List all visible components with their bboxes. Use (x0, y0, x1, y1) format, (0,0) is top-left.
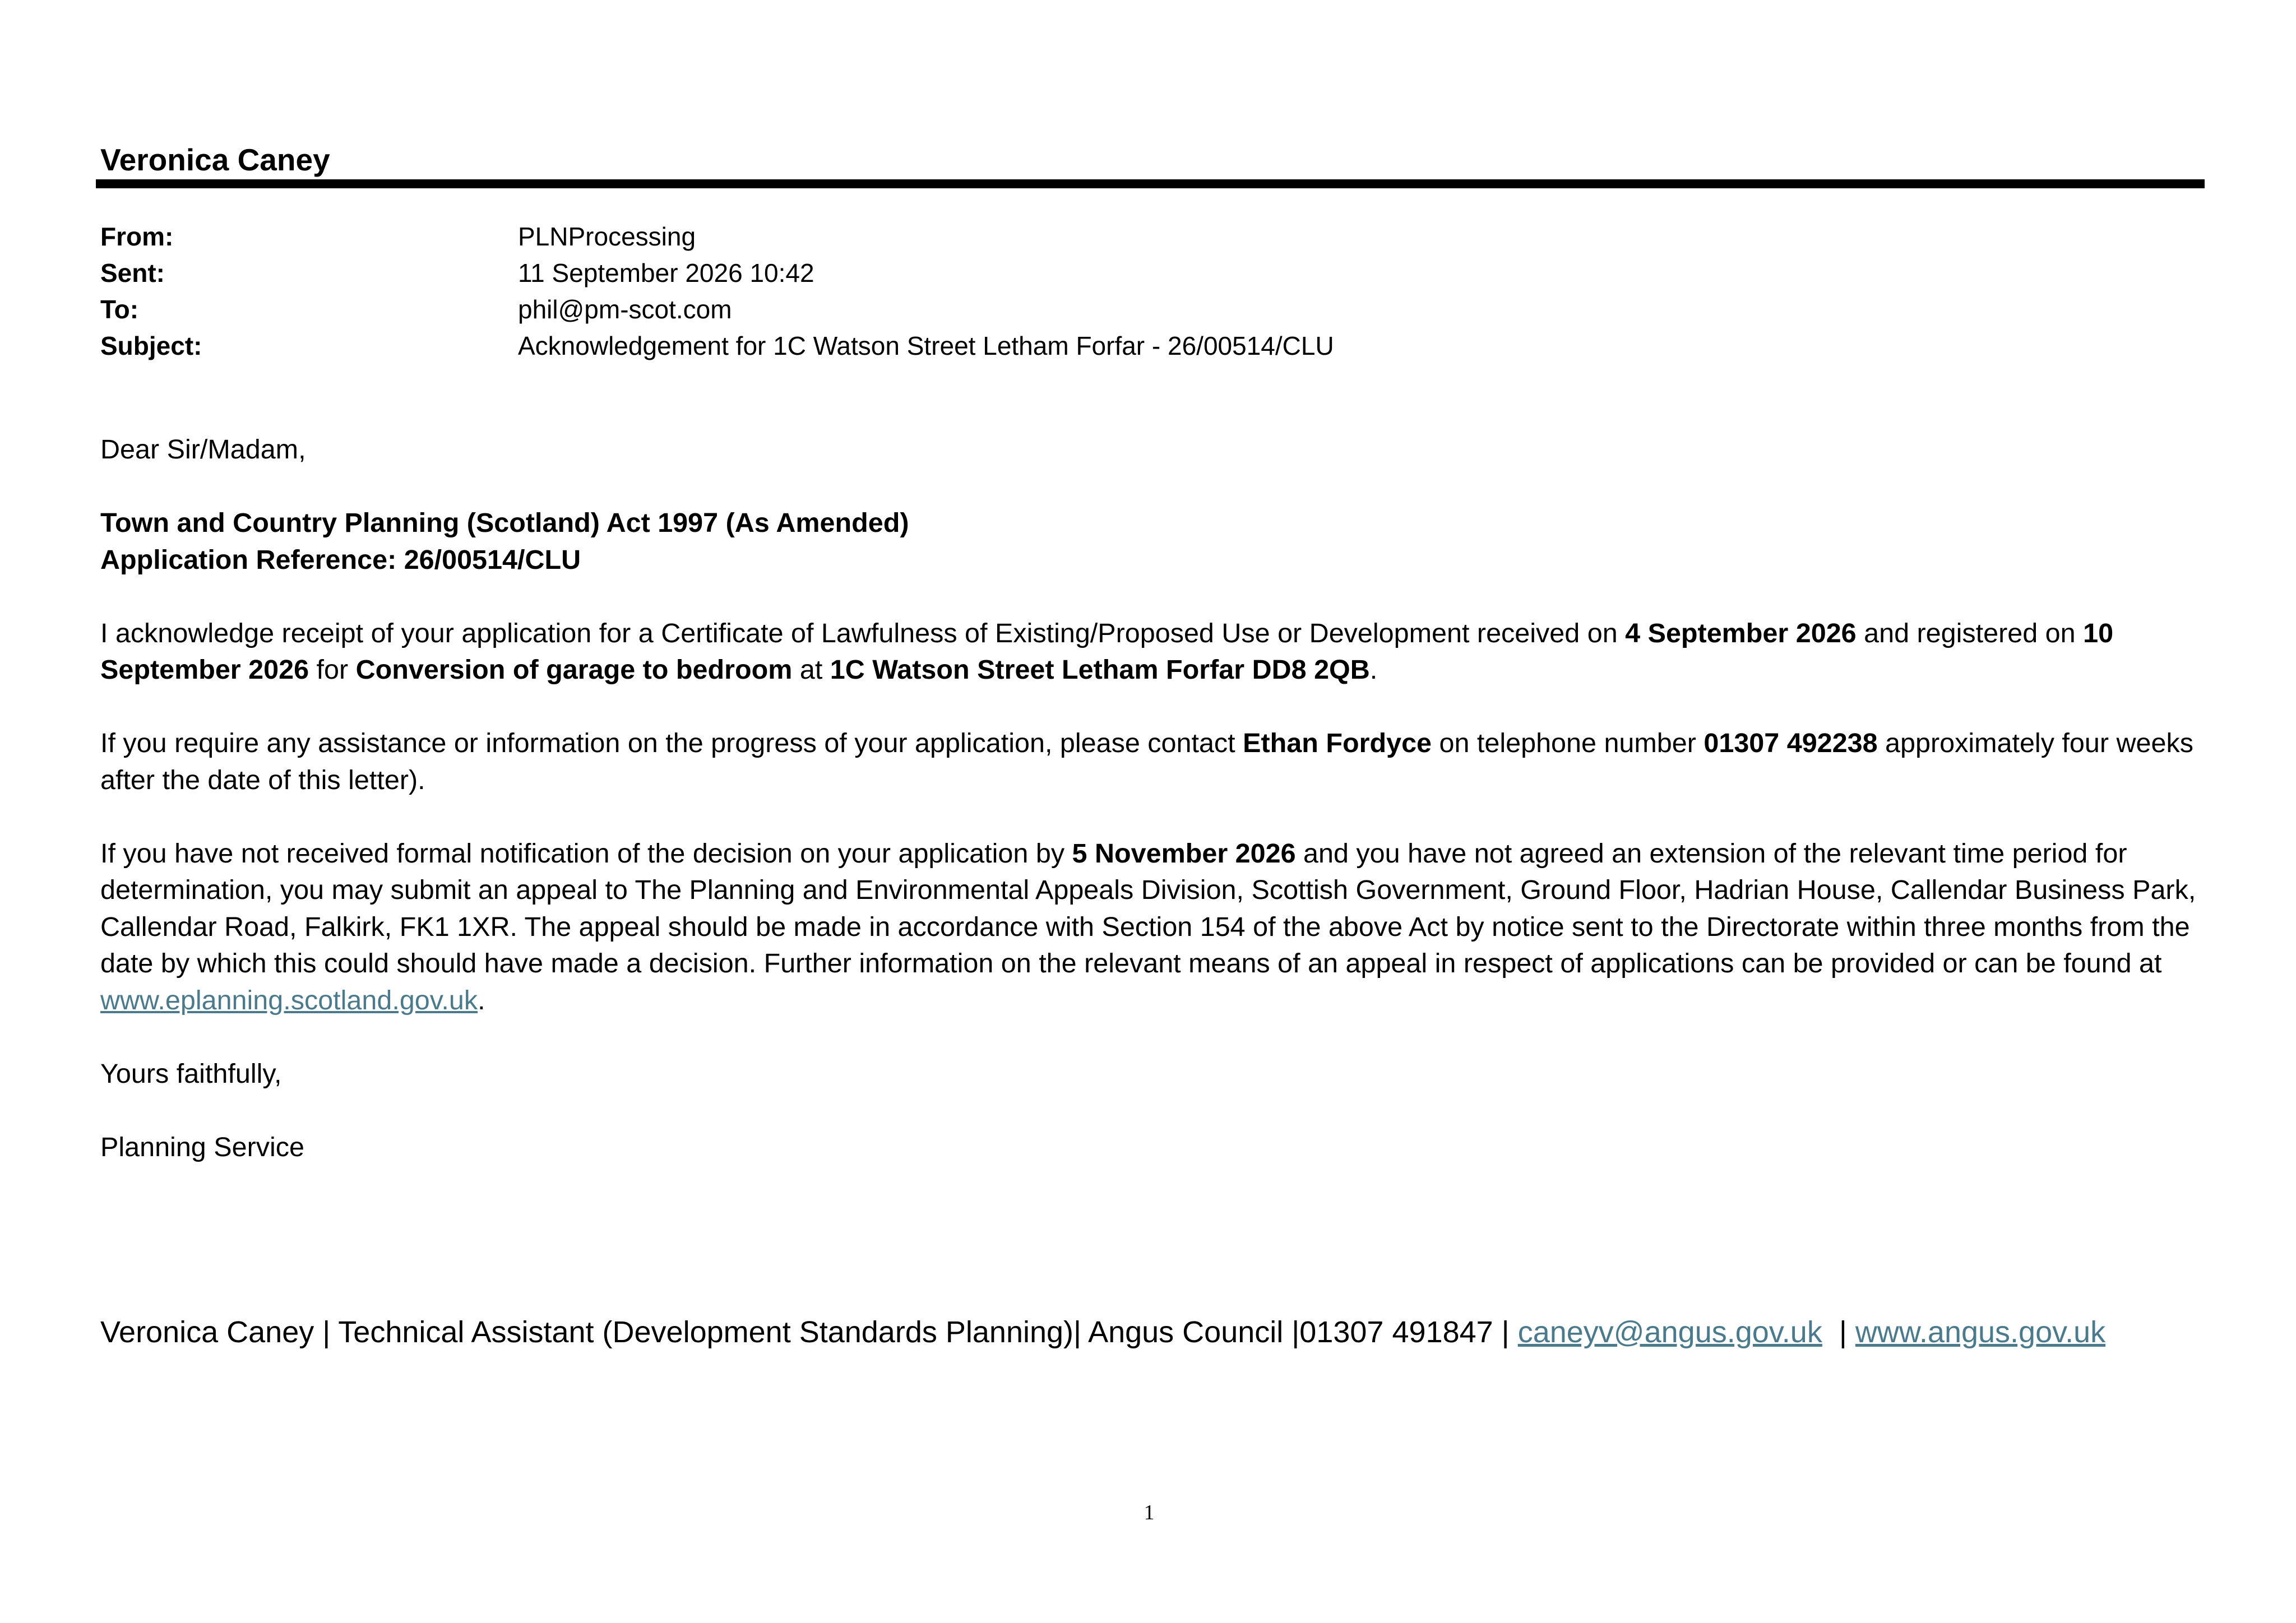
subject-value: Acknowledgement for 1C Watson Street Letham Forfar - 26/00514/CLU (518, 331, 1334, 360)
contact-phone: 01307 492238 (1704, 728, 1878, 758)
sent-row (100, 255, 2174, 291)
sender-name: Planning Service (100, 1132, 304, 1162)
act-heading: Town and Country Planning (Scotland) Act 1997 (As Amended) (100, 508, 909, 538)
email-headers (100, 219, 2174, 364)
to-row (100, 291, 2174, 328)
para1-text-5: . (1369, 655, 1378, 685)
email-body (100, 432, 2208, 1203)
para2-text-1: If you require any assistance or information on the progress of your application, please contact (100, 728, 1243, 758)
para1-text-3: for (309, 655, 356, 685)
signature-website-link[interactable]: www.angus.gov.uk (1855, 1315, 2106, 1349)
para1-text-1: I acknowledge receipt of your application for a Certificate of Lawfulness of Existing/Proposed Use or Development received on (100, 618, 1626, 648)
contact-paragraph (100, 725, 2208, 799)
from-row (100, 219, 2174, 255)
from-value: PLNProcessing (518, 222, 696, 251)
para2-text-3: approximately four weeks after the date of this letter). (100, 728, 2193, 795)
appeal-paragraph (100, 836, 2208, 1019)
email-signature (100, 1313, 2105, 1352)
sent-label: Sent: (100, 258, 165, 287)
eplanning-link[interactable]: www.eplanning.scotland.gov.uk (100, 985, 478, 1015)
closing: Yours faithfully, (100, 1058, 282, 1089)
acknowledgement-paragraph (100, 615, 2208, 689)
proposal-description: Conversion of garage to bedroom (355, 655, 793, 685)
greeting: Dear Sir/Madam, (100, 434, 306, 465)
to-value: phil@pm-scot.com (518, 295, 732, 324)
decision-date: 5 November 2026 (1072, 838, 1296, 869)
subject-row (100, 328, 2174, 364)
to-label: To: (100, 295, 139, 324)
signature-text: Veronica Caney | Technical Assistant (Development Standards Planning)| Angus Council |01307 491847 | (100, 1315, 1518, 1349)
signature-email-link[interactable]: caneyv@angus.gov.uk (1517, 1315, 1822, 1349)
para1-text-2: and registered on (1856, 618, 2084, 648)
subject-label: Subject: (100, 331, 202, 360)
received-date: 4 September 2026 (1625, 618, 1857, 648)
signature-separator: | (1822, 1315, 1855, 1349)
from-label: From: (100, 222, 174, 251)
mailbox-owner-name: Veronica Caney (100, 142, 330, 177)
contact-name: Ethan Fordyce (1243, 728, 1432, 758)
para2-text-2: on telephone number (1432, 728, 1704, 758)
header-divider (96, 179, 2205, 188)
headings-block (100, 505, 2208, 578)
sent-value: 11 September 2026 10:42 (518, 258, 814, 287)
reference-heading: Application Reference: 26/00514/CLU (100, 544, 581, 575)
para3-text-1: If you have not received formal notification of the decision on your application by (100, 838, 1072, 869)
para3-text-2: and you have not agreed an extension of the relevant time period for determination, you may submit an appeal to The Planning and Environmental Appeals Division, Scottish Government, Ground Floor, Hadrian House, Callendar Business Park, Callendar Road, Falkirk, FK1 1XR. The appeal should be made in accordance with Section 154 of the above Act by notice sent to the Directorate within three months from the date by which this could should have made a decision. Further information on the relevant means of an appeal in respect of applications can be provided or can be found at (100, 838, 2196, 979)
para1-text-4: at (792, 655, 830, 685)
registered-date: 10 September 2026 (100, 618, 2114, 685)
page-number: 1 (1144, 1501, 1155, 1524)
para3-text-3: . (478, 985, 485, 1015)
site-address: 1C Watson Street Letham Forfar DD8 2QB (830, 655, 1370, 685)
